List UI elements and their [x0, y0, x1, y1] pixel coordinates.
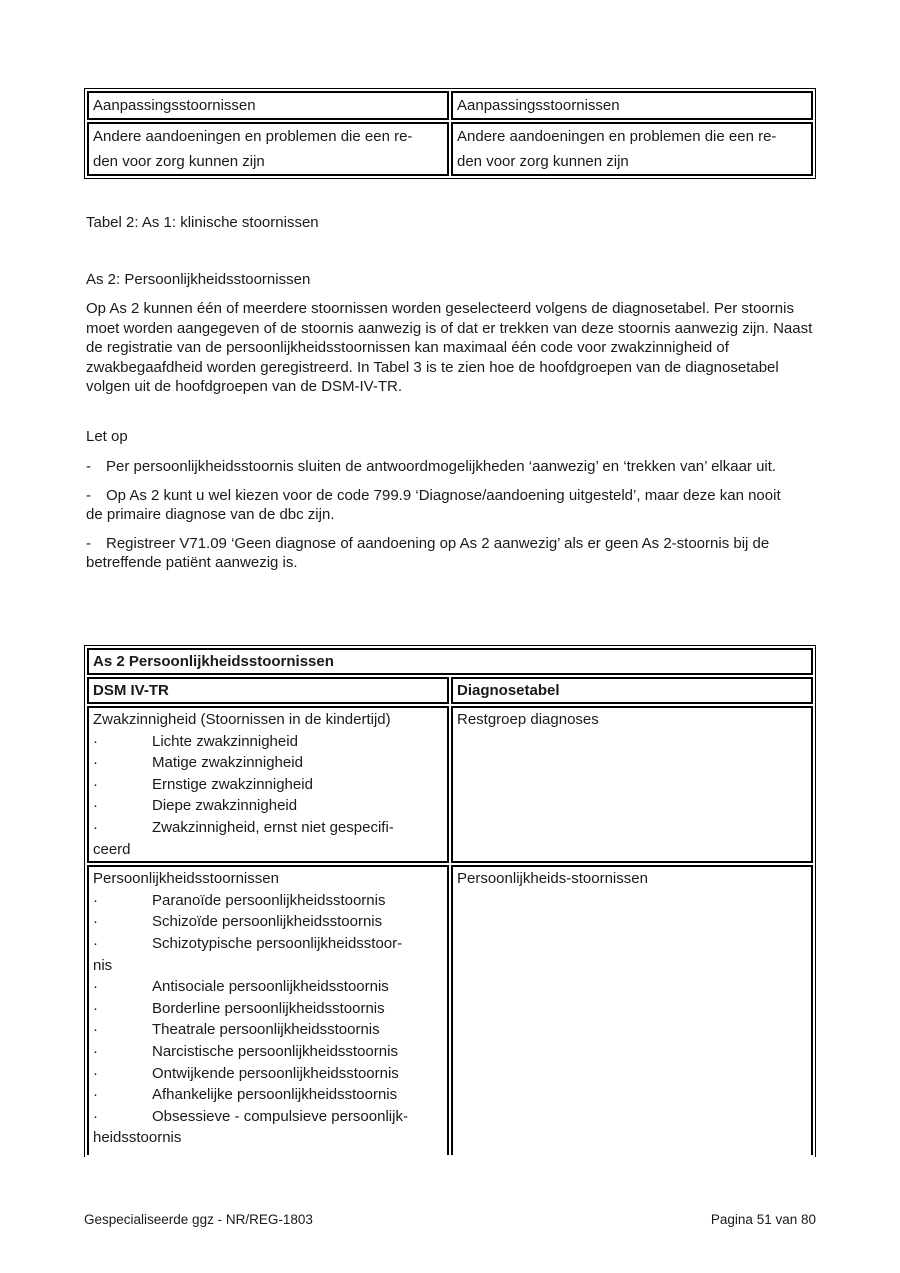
bullet-marker: ·	[93, 1086, 98, 1104]
bullet-text-continuation: ceerd	[93, 840, 131, 858]
bullet-marker: ·	[93, 1107, 98, 1125]
bullet-item	[93, 1106, 443, 1128]
bullet-text: Ontwijkende persoonlijkheidsstoornis	[152, 1064, 399, 1082]
dash-marker: -	[86, 458, 91, 475]
note-list	[86, 457, 831, 582]
table-cell-dsm	[87, 706, 449, 863]
bullet-marker: ·	[93, 1042, 98, 1060]
table-row	[87, 91, 813, 120]
page-footer	[84, 1212, 816, 1227]
bullet-item	[93, 774, 443, 796]
note-text-continuation: de primaire diagnose van de dbc zijn.	[86, 506, 335, 523]
bullet-marker: ·	[93, 732, 98, 750]
cell-line: Andere aandoeningen en problemen die een re-	[93, 128, 413, 145]
bullet-text: Paranoïde persoonlijkheidsstoornis	[152, 891, 386, 909]
note-item	[86, 457, 831, 477]
bullet-item	[93, 1084, 443, 1106]
note-text: Per persoonlijkheidsstoornis sluiten de antwoordmogelijkheden ‘aanwezig’ en ‘trekken van’ elkaar uit.	[106, 458, 777, 475]
table-cell-diagnosetabel: Persoonlijkheids-stoornissen	[451, 865, 813, 1155]
table-cell-dsm	[87, 865, 449, 1155]
table-row	[87, 706, 813, 863]
note-text-continuation: betreffende patiënt aanwezig is.	[86, 554, 298, 571]
table-row	[87, 122, 813, 176]
cell-line: den voor zorg kunnen zijn	[457, 153, 629, 170]
note-text: Registreer V71.09 ‘Geen diagnose of aandoening op As 2 aanwezig’ als er geen As 2-stoornis bij de	[106, 534, 770, 552]
bullet-item	[93, 1041, 443, 1063]
table-row	[87, 865, 813, 1155]
bullet-text: Lichte zwakzinnigheid	[152, 732, 298, 750]
bullet-item	[93, 817, 443, 839]
bullet-text: Ernstige zwakzinnigheid	[152, 775, 313, 793]
table-as2-persoonlijkheidsstoornissen	[84, 645, 816, 1157]
bullet-text: Obsessieve - compulsieve persoonlijk-	[152, 1107, 408, 1125]
table-cell: Aanpassingsstoornissen	[87, 91, 449, 120]
bullet-marker: ·	[93, 797, 98, 815]
bullet-marker: ·	[93, 978, 98, 996]
table-title-cell: As 2 Persoonlijkheidsstoornissen	[87, 648, 813, 675]
column-header-diagnosetabel: Diagnosetabel	[451, 677, 813, 704]
bullet-text: Narcistische persoonlijkheidsstoornis	[152, 1042, 398, 1060]
bullet-marker: ·	[93, 754, 98, 772]
table-cell	[87, 122, 449, 176]
intro-paragraph: Op As 2 kunnen één of meerdere stoornissen worden geselecteerd volgens de diagnosetabel. Per stoornis moet worden aangegeven of de stoornis aanwezig is of dat er trekken van deze stoornis aanwezig zijn. Naast de registratie van de persoonlijkheidsstoornissen kan maximaal één code voor zwakzinnigheid of zwakbegaafdheid worden geregistreerd. In Tabel 3 is te zien hoe de hoofdgroepen van de diagnosetabel volgen uit de hoofdgroepen van de DSM-IV-TR.	[86, 300, 813, 395]
bullet-text: Diepe zwakzinnigheid	[152, 797, 298, 815]
table-as1-klinische-stoornissen	[84, 88, 816, 179]
table-row	[87, 677, 813, 704]
bullet-text-continuation: nis	[93, 956, 113, 974]
bullet-marker: ·	[93, 1021, 98, 1039]
cell-header: Persoonlijkheidsstoornissen	[93, 870, 279, 888]
note-heading: Let op	[86, 428, 128, 445]
table-caption: Tabel 2: As 1: klinische stoornissen	[86, 214, 319, 231]
bullet-text: Borderline persoonlijkheidsstoornis	[152, 999, 385, 1017]
bullet-marker: ·	[93, 1064, 98, 1082]
bullet-text: Zwakzinnigheid, ernst niet gespecifi-	[152, 818, 394, 836]
bullet-text: Antisociale persoonlijkheidsstoornis	[152, 978, 389, 996]
table-cell	[451, 122, 813, 176]
dash-marker: -	[86, 486, 91, 504]
bullet-marker: ·	[93, 999, 98, 1017]
bullet-item	[93, 933, 443, 955]
bullet-item	[93, 1063, 443, 1085]
bullet-item	[93, 976, 443, 998]
bullet-text: Theatrale persoonlijkheidsstoornis	[152, 1021, 380, 1039]
bullet-text: Matige zwakzinnigheid	[152, 754, 303, 772]
cell-line: den voor zorg kunnen zijn	[93, 153, 265, 170]
bullet-text-continuation: heidsstoornis	[93, 1129, 182, 1147]
bullet-item	[93, 752, 443, 774]
bullet-marker: ·	[93, 934, 98, 952]
footer-page-number: Pagina 51 van 80	[710, 1212, 816, 1227]
footer-document-id: Gespecialiseerde ggz - NR/REG-1803	[84, 1212, 313, 1227]
note-text: Op As 2 kunt u wel kiezen voor de code 799.9 ‘Diagnose/aandoening uitgesteld’, maar deze kan nooit	[106, 486, 781, 504]
bullet-item	[93, 911, 443, 933]
section-heading: As 2: Persoonlijkheidsstoornissen	[86, 271, 311, 288]
note-item	[86, 534, 831, 573]
bullet-text: Afhankelijke persoonlijkheidsstoornis	[152, 1086, 398, 1104]
table-cell-diagnosetabel: Restgroep diagnoses	[451, 706, 813, 863]
cell-line: Andere aandoeningen en problemen die een re-	[457, 128, 777, 145]
note-item	[86, 486, 831, 525]
bullet-marker: ·	[93, 775, 98, 793]
bullet-item	[93, 731, 443, 753]
bullet-marker: ·	[93, 913, 98, 931]
bullet-text: Schizoïde persoonlijkheidsstoornis	[152, 913, 383, 931]
bullet-item	[93, 795, 443, 817]
table-row	[87, 648, 813, 675]
cell-header: Zwakzinnigheid (Stoornissen in de kindertijd)	[93, 711, 391, 728]
dash-marker: -	[86, 534, 91, 552]
bullet-item	[93, 890, 443, 912]
bullet-text: Schizotypische persoonlijkheidsstoor-	[152, 934, 403, 952]
bullet-item	[93, 998, 443, 1020]
bullet-item	[93, 1019, 443, 1041]
bullet-marker: ·	[93, 891, 98, 909]
table-cell: Aanpassingsstoornissen	[451, 91, 813, 120]
bullet-marker: ·	[93, 818, 98, 836]
column-header-dsm: DSM IV-TR	[87, 677, 449, 704]
